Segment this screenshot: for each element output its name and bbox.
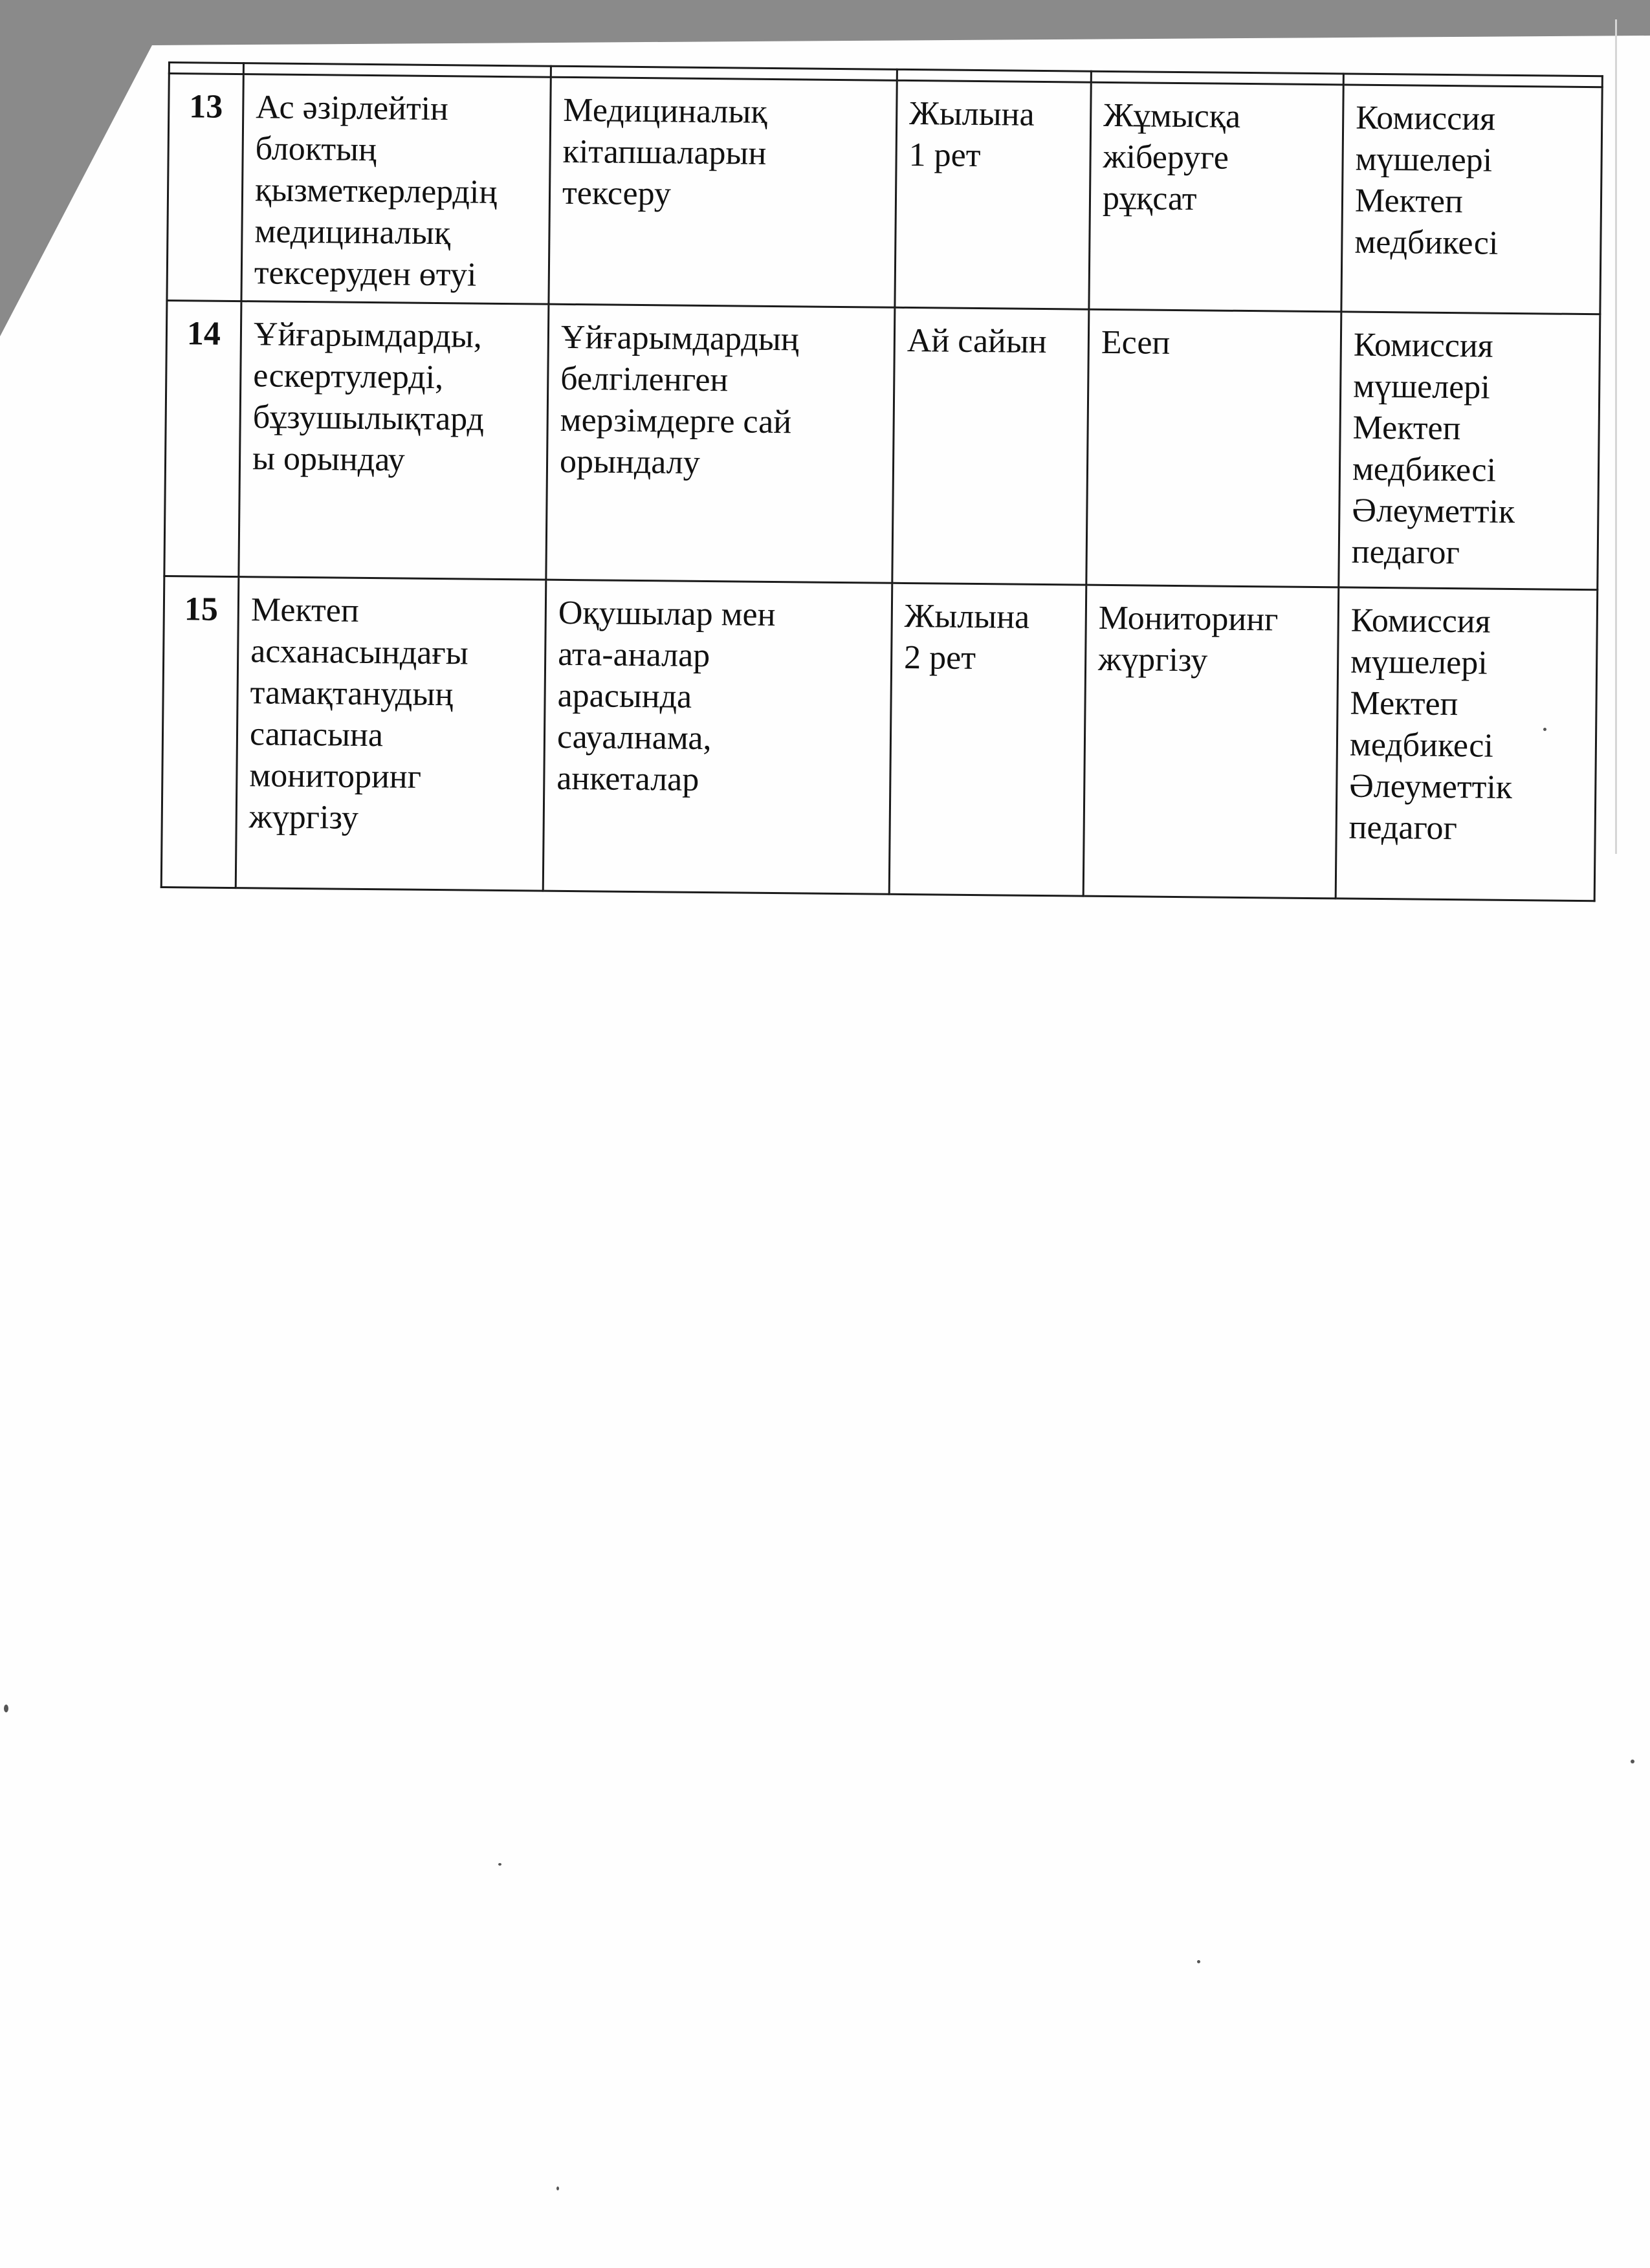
plan-table-wrapper — [160, 61, 1601, 902]
method-cell: Оқушылар мен ата-аналар арасында сауалнама, анкеталар — [543, 580, 892, 894]
row-number: 13 — [167, 74, 243, 301]
row-number: 15 — [161, 576, 239, 888]
method-cell: Медициналық кітапшаларын тексеру — [549, 77, 897, 307]
scan-speck — [1631, 1760, 1634, 1763]
result-cell: Мониторинг жүргізу — [1083, 585, 1339, 899]
result-cell: Жұмысқа жіберуге рұқсат — [1089, 82, 1343, 312]
stub-cell — [169, 63, 243, 74]
activity-cell: Ұйғарымдарды, ескертулерді, бұзушылықтард ы орындау — [239, 301, 549, 580]
scan-speck — [4, 1705, 8, 1712]
scan-speck — [1197, 1960, 1200, 1963]
method-cell: Ұйғарымдардың белгіленген мерзімдерге сай орындалу — [546, 304, 895, 583]
frequency-cell: Жылына 1 рет — [895, 80, 1091, 309]
result-cell: Есеп — [1086, 309, 1341, 587]
frequency-cell: Ай сайын — [892, 307, 1089, 585]
scan-speck — [1543, 728, 1546, 731]
page-edge-line — [1615, 19, 1617, 854]
scan-speck — [498, 1863, 501, 1866]
responsible-cell: Комиссия мүшелері Мектеп медбикесі Әлеуметтік педагог — [1339, 312, 1600, 590]
table-row — [161, 576, 1598, 900]
plan-table — [160, 61, 1603, 902]
table-row — [167, 74, 1602, 314]
frequency-cell: Жылына 2 рет — [889, 583, 1086, 896]
responsible-cell: Комиссия мүшелері Мектеп медбикесі — [1341, 85, 1602, 314]
table-row — [164, 300, 1600, 589]
scan-speck — [556, 2186, 559, 2190]
responsible-cell: Комиссия мүшелері Мектеп медбикесі Әлеуметтік педагог — [1336, 587, 1598, 901]
row-number: 14 — [164, 300, 241, 576]
activity-cell: Мектеп асханасындағы тамақтанудың сапасына мониторинг жүргізу — [236, 577, 546, 891]
activity-cell: Ас әзірлейтін блоктың қызметкерлердің медициналық тексеруден өтуі — [241, 74, 551, 305]
